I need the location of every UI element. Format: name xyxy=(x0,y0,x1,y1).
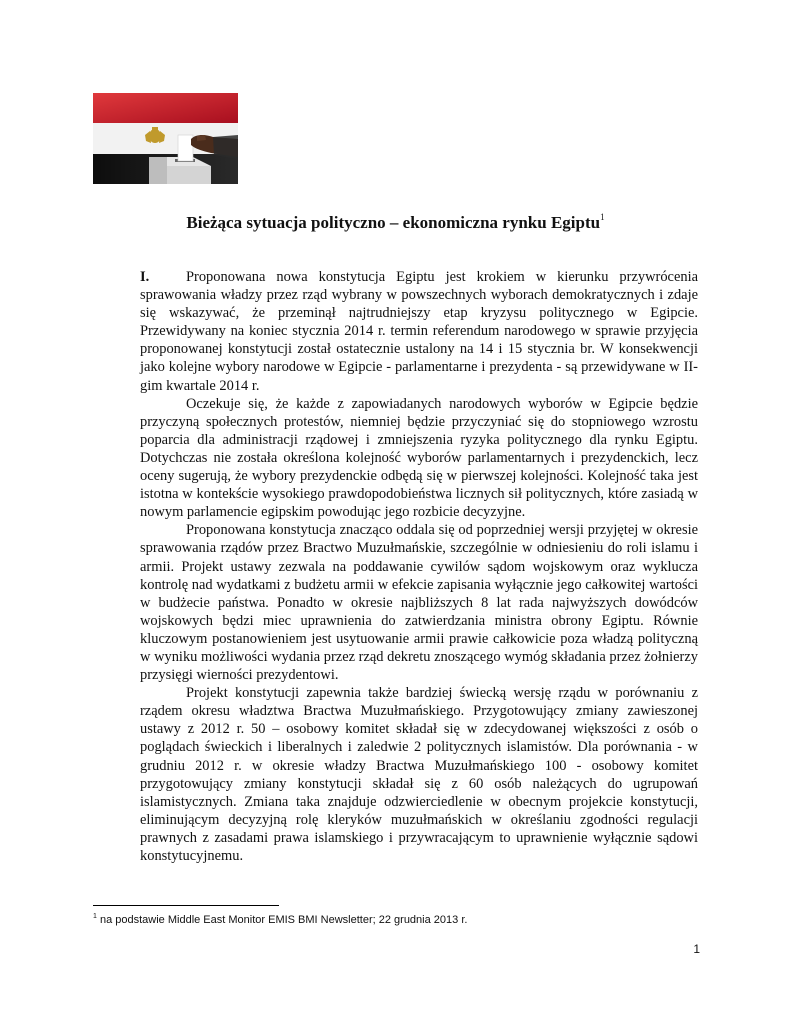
paragraph-1-text: Proponowana nowa konstytucja Egiptu jest krokiem w kierunku przywrócenia sprawowania władzy przez rząd wybrany w powszechnych wyborach demokratycznych i zdaje się wskazywać, że przeminął najtrudniejszy etap kryzysu politycznego w Egipcie. Przewidywany na koniec stycznia 2014 r. termin referendum narodowego w sprawie przyjęcia proponowanej konstytucji został ostatecznie ustalony na 14 i 15 stycznia br. W konsekwencji jako kolejne wybory narodowe w Egipcie - parlamentarne i prezydenta - są przewidywane w II-gim kwartale 2014 r. xyxy=(140,269,698,394)
egypt-flag-ballot-box-icon xyxy=(93,93,238,184)
paragraph-3: Proponowana konstytucja znacząco oddala się od poprzedniej wersji przyjętej w okresie sprawowania rządów przez Bractwo Muzułmańskie, szczególnie w odniesieniu do roli islamu i armii. Projekt ustawy zezwala na poddawanie cywilów sądom wojskowym oraz wyklucza kontrolę nad wydatkami z budżetu armii w efekcie zapisania wyłącznie jego całkowitej wartości w budżecie państwa. Ponadto w okresie najbliższych 8 lat rada najwyższych dowódców wojskowych będzi miec uprawnienia do zatwierdzania ministra obrony Egiptu. Równie kluczowym postanowieniem jest usytuowanie armii prawie całkowicie poza władzą polityczną w wyniku możliwości wydania przez rząd dekretu znoszącego wymóg składania przez żołnierzy przysięgi wierności prezydentowi. xyxy=(140,522,698,684)
document-body xyxy=(140,268,698,865)
footnote xyxy=(93,913,693,926)
page-number: 1 xyxy=(693,942,700,956)
section-number: I. xyxy=(140,269,150,285)
title-footnote-ref: 1 xyxy=(600,212,605,222)
document-title-text: Bieżąca sytuacja polityczno – ekonomiczna rynku Egiptu xyxy=(186,213,601,232)
footnote-number: 1 xyxy=(93,913,97,920)
paragraph-1 xyxy=(140,268,698,395)
footnote-separator xyxy=(93,905,279,906)
paragraph-4: Projekt konstytucji zapewnia także bardziej świecką wersję rządu w porównaniu z rządem okresu władztwa Bractwa Muzułmańskiego. Przygotowujący zmiany zawieszonej ustawy z 2012 r. 50 – osobowy komitet składał się w zdecydowanej większości z osób o poglądach świeckich i liberalnych i zaledwie 2 politycznych islamistów. Dla porównania - w grudniu 2012 r. w okresie władzy Bractwa Muzułmańskiego 100 - osobowy komitet przygotowujący zmiany konstytucji składał się z 60 osób należących do ugrupowań islamistycznych. Zmiana taka znajduje odzwierciedlenie w obecnym projekcie konstytucji, eliminującym decyzyjną rolę kleryków muzułmańskich w określaniu zgodności regulacji prawnych z zasadami prawa islamskiego i przywracającym to uprawnienie wyłącznie sądowi konstytucyjnemu. xyxy=(140,685,698,864)
document-title xyxy=(0,212,791,233)
footnote-text: na podstawie Middle East Monitor EMIS BMI Newsletter; 22 grudnia 2013 r. xyxy=(99,914,468,926)
paragraph-2: Oczekuje się, że każde z zapowiadanych narodowych wyborów w Egipcie będzie przyczyną społecznych protestów, niemniej będzie przyczyniać się do stopniowego wzrostu poparcia dla administracji rządowej i zmniejszenia ryzyka politycznego dla rynku Egiptu. Dotychczas nie została określona kolejność wyborów parlamentarnych i prezydenckich, lecz oceny sugerują, że wybory prezydenckie odbędą się w pierwszej kolejności. Kolejność taka jest istotna w kontekście wysokiego prawdopodobieństwa licznych sił politycznych, które zasiadą w nowym parlamencie egipskim powodując jego rozbicie decyzyjne. xyxy=(140,395,698,521)
